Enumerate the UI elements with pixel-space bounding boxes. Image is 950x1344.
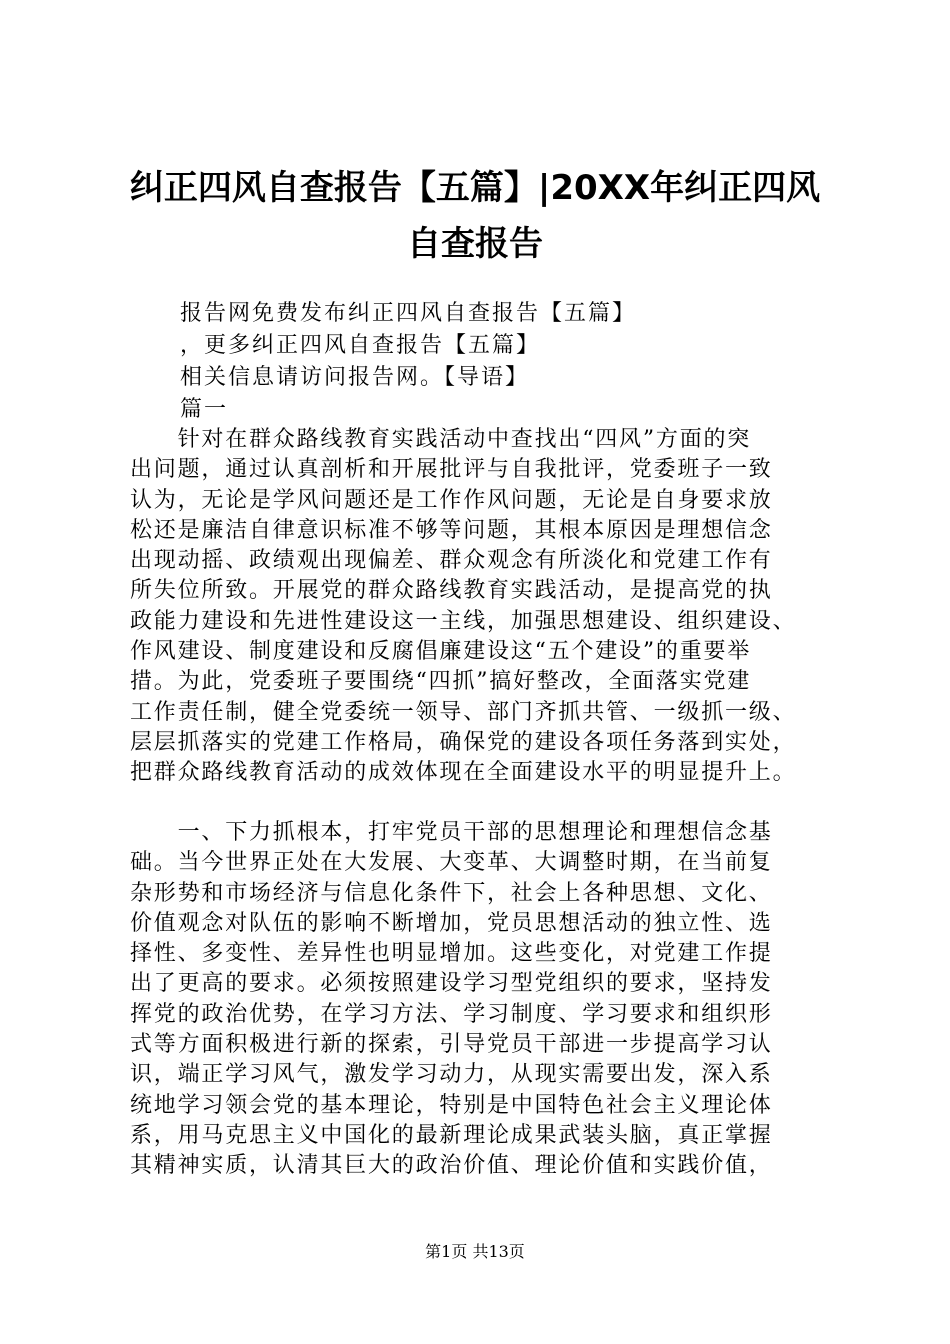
intro-line: 报告网免费发布纠正四风自查报告【五篇】 bbox=[180, 301, 637, 326]
paragraph-line: 挥党的政治优势，在学习方法、学习制度、学习要求和组织形 bbox=[130, 1001, 773, 1027]
paragraph-line: 层层抓落实的党建工作格局，确保党的建设各项任务落到实处， bbox=[130, 729, 797, 755]
paragraph-line: 识，端正学习风气，激发学习动力，从现实需要出发，深入系 bbox=[130, 1062, 773, 1088]
paragraph-line: 出现动摇、政绩观出现偏差、群众观念有所淡化和党建工作有 bbox=[130, 548, 773, 574]
paragraph-line: 统地学习领会党的基本理论，特别是中国特色社会主义理论体 bbox=[130, 1092, 773, 1118]
paragraph-line: 其精神实质，认清其巨大的政治价值、理论价值和实践价值， bbox=[130, 1153, 773, 1179]
paragraph-line: 杂形势和市场经济与信息化条件下，社会上各种思想、文化、 bbox=[130, 880, 773, 906]
page-footer: 第1页 共13页 bbox=[425, 1242, 525, 1261]
paragraph-line: 作风建设、制度建设和反腐倡廉建设这“五个建设”的重要举 bbox=[130, 639, 752, 665]
intro-line: ，更多纠正四风自查报告【五篇】 bbox=[180, 333, 541, 358]
intro-block bbox=[180, 298, 840, 426]
intro-line: 相关信息请访问报告网。【导语】 bbox=[180, 365, 530, 390]
paragraph-line: 价值观念对队伍的影响不断增加，党员思想活动的独立性、选 bbox=[130, 910, 773, 936]
title-line: 纠正四风自查报告【五篇】|20XX年纠正四风 bbox=[129, 168, 821, 208]
paragraph-line: 础。当今世界正处在大发展、大变革、大调整时期，在当前复 bbox=[130, 850, 773, 876]
title-line: 自查报告 bbox=[407, 224, 543, 264]
paragraph-line: 出问题，通过认真剖析和开展批评与自我批评，党委班子一致 bbox=[130, 457, 773, 483]
paragraph-2 bbox=[130, 818, 830, 1182]
paragraph-line: 择性、多变性、差异性也明显增加。这些变化，对党建工作提 bbox=[130, 941, 773, 967]
paragraph-line: 工作责任制，健全党委统一领导、部门齐抓共管、一级抓一级、 bbox=[130, 699, 797, 725]
paragraph-line: 针对在群众路线教育实践活动中查找出“四风”方面的突 bbox=[130, 427, 752, 452]
paragraph-line: 系，用马克思主义中国化的最新理论成果武装头脑，真正掌握 bbox=[130, 1122, 773, 1148]
paragraph-line: 式等方面积极进行新的探索，引导党员干部进一步提高学习认 bbox=[130, 1032, 773, 1058]
paragraph-line: 松还是廉洁自律意识标准不够等问题，其根本原因是理想信念 bbox=[130, 517, 773, 543]
section-heading: 篇一 bbox=[180, 397, 229, 422]
paragraph-line: 把群众路线教育活动的成效体现在全面建设水平的明显提升上。 bbox=[130, 760, 797, 786]
paragraph-line: 所失位所致。开展党的群众路线教育实践活动，是提高党的执 bbox=[130, 578, 773, 604]
paragraph-line: 认为，无论是学风问题还是工作作风问题，无论是自身要求放 bbox=[130, 487, 773, 513]
paragraph-line: 一、下力抓根本，打牢党员干部的思想理论和理想信念基 bbox=[130, 820, 773, 845]
paragraph-1 bbox=[130, 425, 830, 789]
paragraph-line: 措。为此，党委班子要围绕“四抓”搞好整改，全面落实党建 bbox=[130, 669, 752, 695]
paragraph-line: 政能力建设和先进性建设这一主线，加强思想建设、组织建设、 bbox=[130, 608, 797, 634]
document-title bbox=[110, 160, 840, 272]
paragraph-line: 出了更高的要求。必须按照建设学习型党组织的要求，坚持发 bbox=[130, 971, 773, 997]
